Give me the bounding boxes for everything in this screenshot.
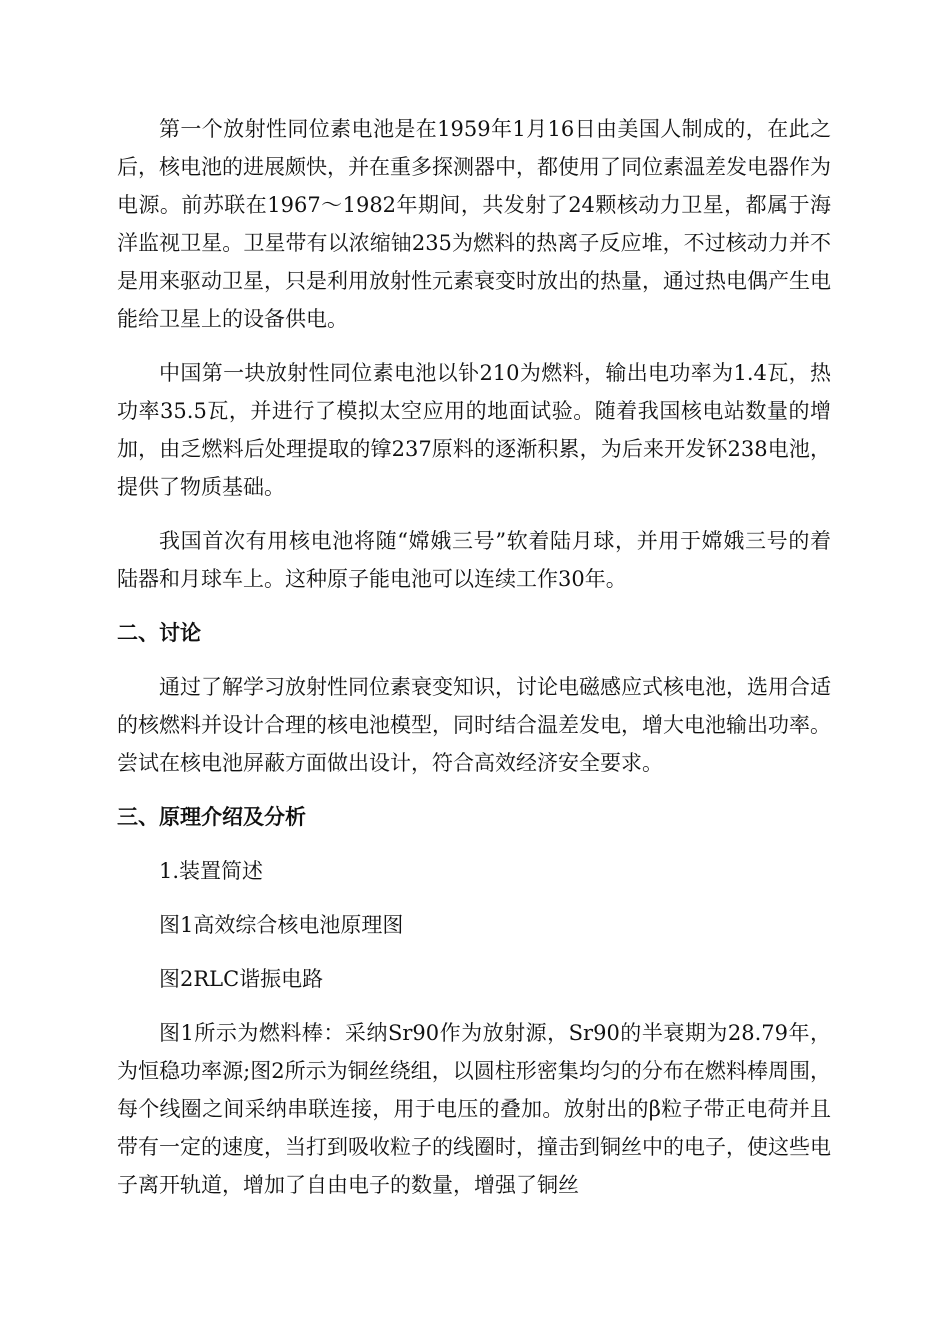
section-heading-discussion: 二、讨论: [117, 621, 201, 645]
document-body: [117, 110, 831, 1220]
paragraph-fuel-rod-description: 图1所示为燃料棒：采纳Sr90作为放射源，Sr90的半衰期为28.79年，为恒稳功率源;图2所示为铜丝绕组，以圆柱形密集均匀的分布在燃料棒周围，每个线圈之间采纳串联连接，用于电压的叠加。放射出的β粒子带正电荷并且带有一定的速度，当打到吸收粒子的线圈时，撞击到铜丝中的电子，使这些电子离开轨道，增加了自由电子的数量，增强了铜丝: [117, 1021, 831, 1197]
paragraph-discussion: 通过了解学习放射性同位素衰变知识，讨论电磁感应式核电池，选用合适的核燃料并设计合理的核电池模型，同时结合温差发电，增大电池输出功率。尝试在核电池屏蔽方面做出设计，符合高效经济安全要求。: [117, 675, 831, 775]
figure-caption-1: 图1高效综合核电池原理图: [159, 913, 404, 937]
paragraph-change3: 我国首次有用核电池将随“嫦娥三号”软着陆月球，并用于嫦娥三号的着陆器和月球车上。这种原子能电池可以连续工作30年。: [117, 529, 831, 591]
section-heading-principle: 三、原理介绍及分析: [117, 805, 306, 829]
subheading-device-overview: 1.装置简述: [159, 859, 264, 883]
figure-caption-2: 图2RLC谐振电路: [159, 967, 324, 991]
paragraph-first-nuclear-battery: 第一个放射性同位素电池是在1959年1月16日由美国人制成的，在此之后，核电池的进展颇快，并在重多探测器中，都使用了同位素温差发电器作为电源。前苏联在1967～1982年期间，共发射了24颗核动力卫星，都属于海洋监视卫星。卫星带有以浓缩铀235为燃料的热离子反应堆，不过核动力并不是用来驱动卫星，只是利用放射性元素衰变时放出的热量，通过热电偶产生电能给卫星上的设备供电。: [117, 117, 831, 331]
paragraph-china-nuclear-battery: 中国第一块放射性同位素电池以钋210为燃料，输出电功率为1.4瓦，热功率35.5瓦，并进行了模拟太空应用的地面试验。随着我国核电站数量的增加，由乏燃料后处理提取的镎237原料的逐渐积累，为后来开发钚238电池，提供了物质基础。: [117, 361, 831, 499]
